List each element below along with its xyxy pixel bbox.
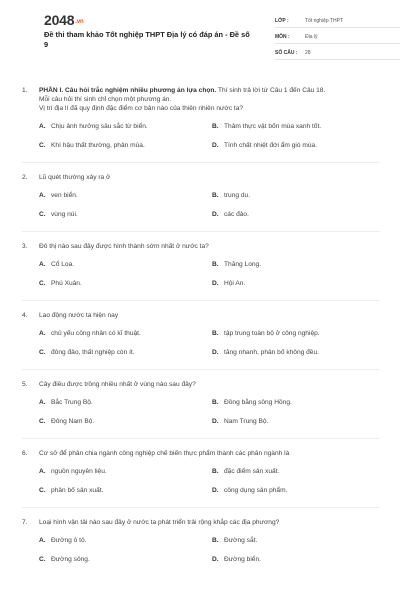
option-c[interactable] [39, 210, 212, 219]
meta-row-subject [275, 30, 400, 44]
meta-value: Tốt nghiệp THPT [305, 17, 343, 24]
question-text: Lũ quét thường xảy ra ở [39, 174, 111, 181]
option-letter: A. [39, 192, 46, 199]
option-b[interactable] [212, 191, 380, 200]
meta-label: LỚP : [275, 17, 289, 24]
option-letter: D. [212, 418, 219, 425]
option-text: Tính chất nhiệt đới ẩm gió mùa. [224, 142, 318, 149]
exam-meta [275, 14, 400, 60]
option-d[interactable] [212, 417, 380, 426]
question-2 [22, 173, 380, 232]
question-number: 7. [22, 519, 28, 526]
divider [22, 300, 380, 301]
option-d[interactable] [212, 279, 380, 288]
question-text: Cơ sở để phân chia ngành công nghiệp chế biến thực phẩm thành các phân ngành là [39, 450, 290, 457]
option-d[interactable] [212, 486, 380, 495]
option-letter: D. [212, 487, 219, 494]
divider [22, 231, 380, 232]
divider [22, 507, 380, 508]
question-text: Cây điều được trồng nhiều nhất ở vùng nào sau đây? [39, 381, 196, 388]
question-number: 2. [22, 174, 28, 181]
option-text: đông đảo, thất nghiệp còn ít. [51, 349, 135, 356]
option-a[interactable] [39, 536, 212, 545]
option-text: Khí hậu thất thường, phân mùa. [51, 142, 145, 149]
option-text: Cổ Loa. [51, 261, 75, 268]
document-title: Đề thi tham khảo Tốt nghiệp THPT Địa lý có đáp án - Đề số 9 [44, 30, 250, 49]
option-b[interactable] [212, 329, 380, 338]
option-letter: A. [39, 123, 46, 130]
section-instruction: Thí sinh trả lời từ Câu 1 đến Câu 18. [216, 87, 326, 94]
option-a[interactable] [39, 329, 212, 338]
option-letter: A. [39, 330, 46, 337]
answer-options [39, 329, 380, 357]
meta-row-class [275, 14, 400, 28]
question-number: 4. [22, 312, 28, 319]
answer-options [39, 122, 380, 150]
option-letter: D. [212, 556, 219, 563]
option-letter: D. [212, 280, 219, 287]
question-7 [22, 518, 380, 564]
option-a[interactable] [39, 260, 212, 269]
option-text: chủ yếu công nhân có kĩ thuật. [51, 330, 141, 337]
option-letter: B. [212, 399, 219, 406]
option-c[interactable] [39, 279, 212, 288]
answer-options [39, 260, 380, 288]
option-b[interactable] [212, 536, 380, 545]
question-number: 3. [22, 243, 28, 250]
option-b[interactable] [212, 260, 380, 269]
option-text: vùng núi. [51, 211, 78, 218]
question-stem: Vị trí địa lí đã quy định đặc điểm cơ bản nào của thiên nhiên nước ta? [39, 105, 244, 112]
option-letter: B. [212, 537, 219, 544]
question-1 [22, 86, 380, 163]
option-text: Đường sông. [51, 556, 90, 563]
option-letter: B. [212, 192, 219, 199]
answer-options [39, 398, 380, 426]
option-letter: C. [39, 418, 46, 425]
option-letter: C. [39, 280, 46, 287]
meta-row-count [275, 46, 400, 60]
instruction-line: Mỗi câu hỏi thí sinh chỉ chọn một phương án. [39, 96, 172, 103]
option-letter: C. [39, 142, 46, 149]
option-letter: A. [39, 399, 46, 406]
option-d[interactable] [212, 555, 380, 564]
question-number: 6. [22, 450, 28, 457]
option-letter: A. [39, 537, 46, 544]
option-letter: D. [212, 211, 219, 218]
option-d[interactable] [212, 141, 380, 150]
option-a[interactable] [39, 398, 212, 407]
answer-options [39, 536, 380, 564]
option-text: Đông Nam Bộ. [51, 418, 95, 425]
meta-value: Địa lý [305, 33, 318, 40]
option-c[interactable] [39, 348, 212, 357]
option-c[interactable] [39, 486, 212, 495]
question-6 [22, 449, 380, 508]
question-number: 5. [22, 381, 28, 388]
option-text: các đảo. [224, 211, 249, 218]
option-b[interactable] [212, 122, 380, 131]
option-letter: D. [212, 142, 219, 149]
option-letter: A. [39, 468, 46, 475]
option-b[interactable] [212, 398, 380, 407]
option-text: nguồn nguyên liệu. [51, 468, 107, 475]
option-text: Nam Trung Bộ. [224, 418, 269, 425]
question-text: Đô thị nào sau đây được hình thành sớm nhất ở nước ta? [39, 243, 209, 250]
option-a[interactable] [39, 191, 212, 200]
option-letter: B. [212, 123, 219, 130]
option-letter: B. [212, 261, 219, 268]
question-text [39, 86, 380, 113]
option-text: đặc điểm sản xuất. [224, 468, 280, 475]
option-text: Phú Xuân. [51, 280, 82, 287]
answer-options [39, 191, 380, 219]
option-text: Thăng Long. [224, 261, 262, 268]
option-text: Đồng bằng sông Hồng. [224, 399, 292, 406]
question-text: Lao động nước ta hiện nay [39, 312, 119, 319]
page-header [22, 0, 378, 72]
option-letter: C. [39, 556, 46, 563]
meta-label: SỐ CÂU : [275, 49, 298, 56]
option-text: trung du. [224, 192, 251, 199]
option-letter: A. [39, 261, 46, 268]
option-d[interactable] [212, 348, 380, 357]
option-a[interactable] [39, 122, 212, 131]
option-text: tăng nhanh, phân bố không đều. [224, 349, 319, 356]
question-text: Loại hình vận tải nào sau đây ở nước ta phát triển trải rộng khắp các địa phương? [39, 519, 280, 526]
option-letter: B. [212, 468, 219, 475]
option-text: Hội An. [224, 280, 246, 287]
option-letter: C. [39, 211, 46, 218]
divider [22, 162, 380, 163]
option-c[interactable] [39, 417, 212, 426]
divider [22, 438, 380, 439]
logo-domain: .vn [75, 19, 84, 25]
option-text: Chịu ảnh hưởng sâu sắc từ biển. [51, 123, 148, 130]
option-text: tập trung toàn bộ ở công nghiệp. [224, 330, 320, 337]
option-a[interactable] [39, 467, 212, 476]
option-text: Đường biển. [224, 556, 261, 563]
site-logo[interactable] [44, 12, 83, 28]
meta-value: 28 [305, 49, 311, 56]
divider [22, 369, 380, 370]
logo-text: 2048 [44, 12, 75, 28]
question-3 [22, 242, 380, 301]
option-text: Bắc Trung Bộ. [51, 399, 93, 406]
question-5 [22, 380, 380, 439]
option-text: công dụng sản phẩm. [224, 487, 288, 494]
option-c[interactable] [39, 141, 212, 150]
option-letter: C. [39, 487, 46, 494]
question-list [22, 86, 380, 574]
option-letter: D. [212, 349, 219, 356]
option-c[interactable] [39, 555, 212, 564]
option-letter: C. [39, 349, 46, 356]
option-b[interactable] [212, 467, 380, 476]
answer-options [39, 467, 380, 495]
option-text: Đường ô tô. [51, 537, 87, 544]
option-d[interactable] [212, 210, 380, 219]
question-number: 1. [22, 87, 28, 94]
meta-label: MÔN : [275, 33, 290, 40]
option-text: Thảm thực vật bốn mùa xanh tốt. [224, 123, 322, 130]
option-text: phân bố sản xuất. [51, 487, 104, 494]
option-letter: B. [212, 330, 219, 337]
option-text: ven biển. [51, 192, 78, 199]
question-4 [22, 311, 380, 370]
section-heading: PHẦN I. Câu hỏi trắc nghiệm nhiều phương án lựa chọn. [39, 87, 217, 94]
option-text: Đường sắt. [224, 537, 258, 544]
